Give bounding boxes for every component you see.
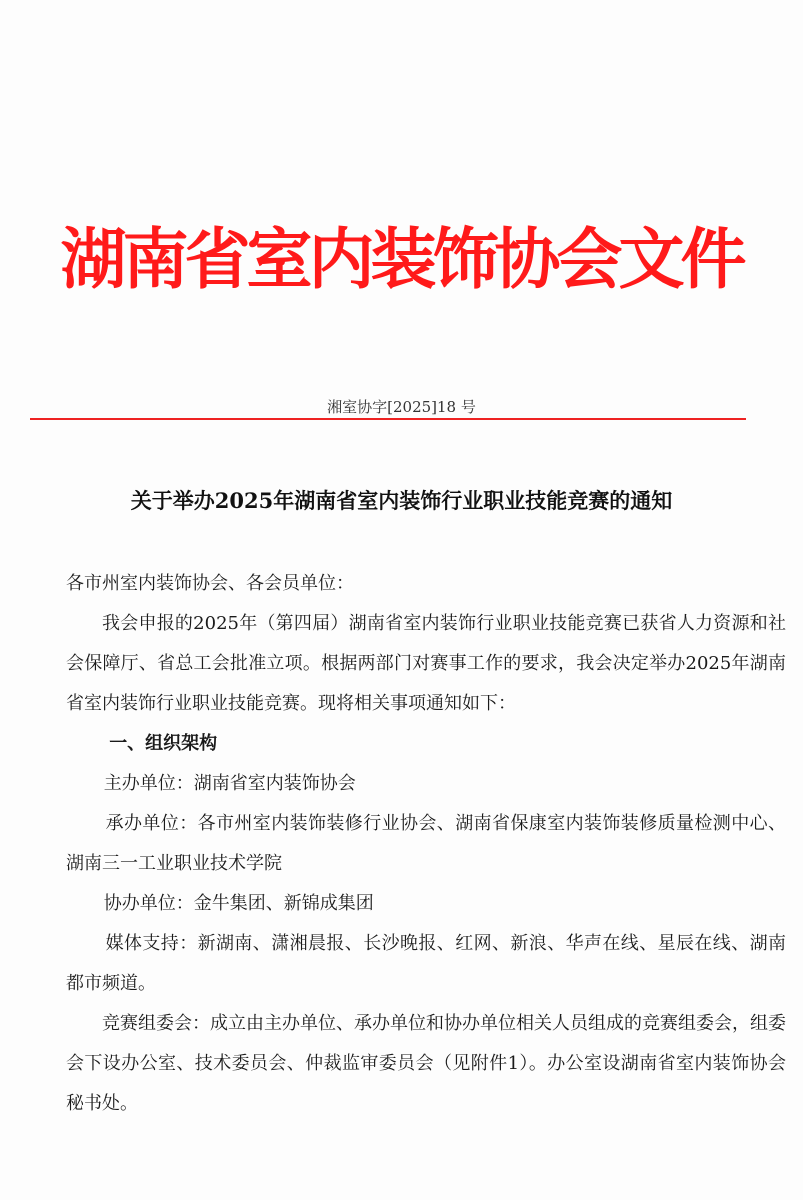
co-organizer-units: 协办单位：金牛集团、新锦成集团 <box>103 893 374 914</box>
organizer-units: 承办单位：各市州室内装饰装修行业协会、湖南省保康室内装饰装修质量检测中心、湖南三一工业职业技术学院 <box>66 813 786 874</box>
notice-title: 关于举办2025年湖南省室内装饰行业职业技能竞赛的通知 <box>130 488 673 513</box>
section-heading-organization: 一、组织架构 <box>109 733 218 754</box>
media-support: 媒体支持：新湖南、潇湘晨报、长沙晚报、红网、新浪、华声在线、星辰在线、湖南都市频道。 <box>66 933 786 994</box>
salutation: 各市州室内装饰协会、各会员单位： <box>66 573 354 594</box>
intro-paragraph: 我会申报的2025年（第四届）湖南省室内装饰行业职业技能竞赛已获省人力资源和社会保障厅、省总工会批准立项。根据两部门对赛事工作的要求，我会决定举办2025年湖南省室内装饰行业职业技能竞赛。现将相关事项通知如下： <box>66 613 786 714</box>
document-number: 湘室协字[2025]18 号 <box>327 398 476 416</box>
document-body <box>66 564 786 1124</box>
host-unit: 主办单位：湖南省室内装饰协会 <box>103 773 356 794</box>
competition-committee: 竞赛组委会：成立由主办单位、承办单位和协办单位相关人员组成的竞赛组委会，组委会下设办公室、技术委员会、仲裁监审委员会（见附件1）。办公室设湖南省室内装饰协会秘书处。 <box>66 1013 786 1114</box>
document-header-title: 湖南省室内装饰协会文件 <box>60 221 743 298</box>
red-divider-line <box>30 418 746 420</box>
